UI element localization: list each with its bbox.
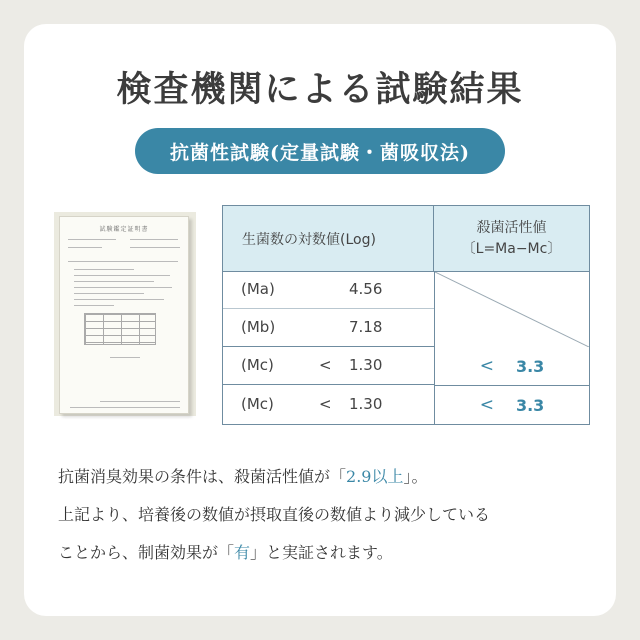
- header-activity-title: 殺菌活性値: [476, 219, 547, 236]
- less-than-sign: <: [479, 356, 494, 376]
- row-label: (Mc): [241, 395, 274, 413]
- header-activity-value: [434, 206, 589, 271]
- less-than-sign: <: [319, 395, 332, 413]
- row-label: (Ma): [241, 280, 275, 298]
- table-row: [223, 386, 434, 424]
- certificate-thumbnail: [54, 212, 196, 416]
- activity-result-cell: [435, 347, 589, 386]
- certificate-heading: 試験鑑定証明書: [99, 226, 149, 233]
- less-than-sign: <: [319, 356, 332, 374]
- threshold-highlight: 2.9以上: [346, 467, 404, 486]
- less-than-sign: <: [479, 395, 494, 415]
- row-label: (Mc): [241, 356, 274, 374]
- row-value: 4.56: [349, 280, 383, 298]
- diagonal-slash-cell: [435, 272, 589, 347]
- page-title: 検査機関による試験結果: [116, 69, 524, 110]
- conclusion-line-1: 抗菌消臭効果の条件は、殺菌活性値が「2.9以上」。: [58, 467, 428, 486]
- conclusion-text: [58, 458, 598, 572]
- activity-result-value: 3.3: [515, 356, 545, 376]
- table-row: [223, 309, 434, 347]
- row-value: 1.30: [349, 395, 383, 413]
- header-activity-formula: 〔L=Ma−Mc〕: [461, 240, 562, 257]
- table-header: [223, 206, 589, 272]
- effect-highlight: 有: [234, 543, 251, 562]
- row-value: 7.18: [349, 318, 383, 336]
- activity-result-cell: [435, 386, 589, 424]
- row-label: (Mb): [241, 318, 276, 336]
- results-table: [222, 205, 590, 425]
- test-method-badge: [135, 128, 505, 174]
- certificate-data-table: [84, 313, 156, 345]
- header-log-value: 生菌数の対数値(Log): [223, 206, 434, 271]
- row-value: 1.30: [349, 356, 383, 374]
- table-row: [223, 271, 434, 309]
- test-method-badge-label: 抗菌性試験(定量試験・菌吸収法): [170, 141, 470, 164]
- conclusion-line-2: 上記より、培養後の数値が摂取直後の数値より減少している: [58, 505, 491, 524]
- certificate-page: [59, 216, 189, 414]
- table-row: [223, 347, 434, 385]
- activity-result-value: 3.3: [515, 395, 545, 415]
- conclusion-line-3: ことから、制菌効果が「有」と実証されます。: [58, 543, 393, 562]
